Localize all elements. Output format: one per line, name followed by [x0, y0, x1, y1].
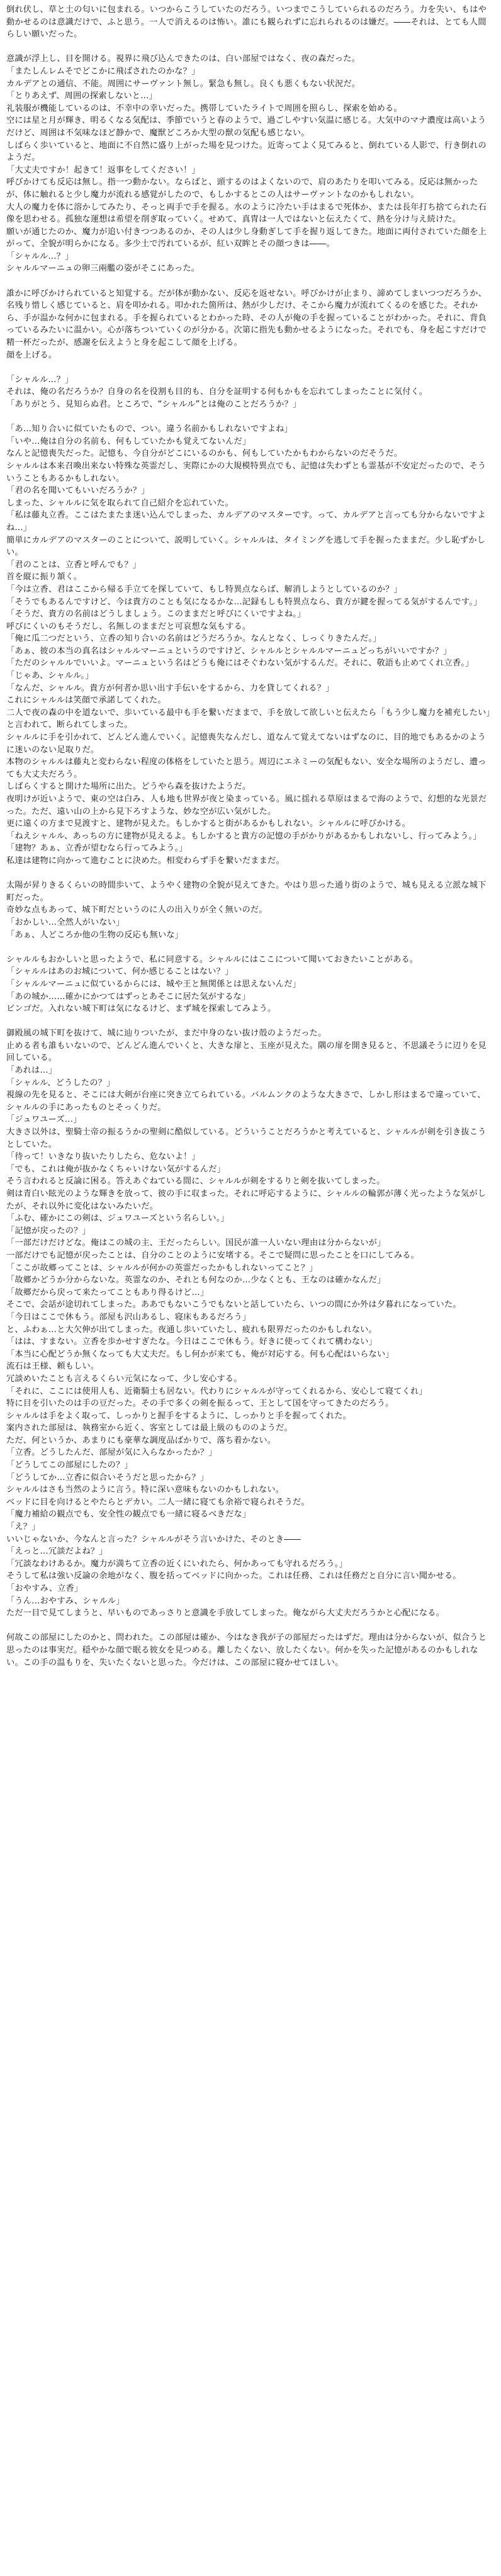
story-paragraph: 意識が浮上し、目を開ける。視界に飛び込んできたのは、白い部屋ではなく、夜の森だった。 「またしんレムそでどこかに飛ばされたのかな？」 カルデアとの通信、不能。周囲にサーヴァント無し。緊急も無し。良くも悪くもない状況だ。 「とりあえず、周囲の探索しないと…」 礼装服が機能しているのは、不幸中の幸いだった。携帯していたライトで周囲を照らし、探索を始める。 空には星と月が輝き、明るくなる気配は、季節でいうと春のようで、過ごしやすい気温に感じる。大気中のマナ濃度は高いようだけど、周囲は不気味なほど静かで、魔獣どころか大型の獣の気配も感じない。 しばらく歩いていると、地面に不自然に盛り上がった場を見つけた。近寄ってよく見てみると、倒れている人影で、行き倒れのようだ。 「大丈夫ですか！起きて！返事をしてください！」 呼びかけても反応は無し。指一つ動かない。ならばと、頭するのはよくないので、肩のあたりを叩いてみる。反応は無かったが、体に触れると少し魔力が流れる感覚がしたので、もしかするとこの人はサーヴァントなのかもしれない。 大人の魔力を体に溶かしてみたり、そっと両手で手を握る。水のように冷たい手はまるで死体か、または長年打ち捨てられた石像を思わせる。孤独な運想は希望を削ぎ取っていく。せめて、真冑は一人ではないと伝えたくて、熱を分け与え続けた。 願いが通じたのか、魔力が追い付きつつあるのか、その人は少し身動ぎして手を握り返してきた。地面に両付されていた顔を上がって、全貌が明らかになる。多少土で汚れているが、紅い双眸とその顔つきは――。 「シャルル…？」 シャルルマーニュの卵三兩艦の姿がそこにあった。 [6, 54, 487, 274]
story-paragraph: 誰かに呼びかけられていると知覚する。だが体が動かない、反応を返せない。呼びかけが止まり、諦めてしまいつつだろうか、名残り惜しく感じていると、肩を叩かれる。叩かれた箇所は、熱が少しだけ、そこから魔力が流れてくるのを感じた。それから、手が温かな何かに包まれる。手を握られているとわかった時、その人が俺の手を握っていることがわかった。それに、背負っているみたいに温かい。心が落ちついていくのが分かる。次第に指先も動かせるようになった。それでも、身を起こすだけで精一杯だったが、感謝を伝えようと身を起こして顔を上げる。 顔を上げる。 [6, 288, 487, 360]
story-paragraph: 「あ…知り合いに似ていたもので、つい。違う名前かもしれないですよね」 「いや…俺は自分の名前も、何もしていたかも覚えてないんだ」 なんと記憶喪失だった。記憶も、今自分がどこにいるのかも、何もしていたかもわからないのだそうだ。 シャルルは本来召喚出来ない特殊な英霊だし、実際にかの大規模特異点でも、記憶は失わずとも霊基が不安定だったので、そういうこともあるかもしれない。 「君の名を聞いてもいいだろうか？」 しまった、シャルルに気を取られて自己紹介を忘れていた。 「私は藤丸立香。ここはたまたま迷い込んでしまった、カルデアのマスターです。って、カルデアと言っても分からないですよね…」 簡単にカルデアのマスターのことについて、説明していく。シャルルは、タイミングを逃して手を握ったままだ。少し恥ずかしい。 「君のことは、立香と呼んでも？」 首を縦に振り頷く。 「今は立香、君はここから帰る手立てを探していて、もし特異点ならば、解消しようとしているのか？」 「そうでもあるんですけど、今は貴方のことも気になるかな…記録もしも特異点なら、貴方が鍵を握ってる気がするんです。」 「そうだ、貴方の名前はどうしましょう。このままだと呼びにくいですよね。」 呼びにくいのもそうだし、名無しのままだと可哀想な気もする。 「俺に瓜二つだという、立香の知り合いの名前はどうだろうか。なんとなく、しっくりきたんだ。」 「あぁ、彼の本当の真名はシャルルマーニュというのですけど、シャルルとシャルルマーニュどっちがいいですか？」 「ただのシャルルでいいよ。マーニュという名はどうも俺にはそぐわない気がするんだ。それに、敬語も止めてくれ立香。」 「じゃあ、シャルル。」 「なんだ、シャルル。貴方が何者か思い出す手伝いをするから、力を貸してくれる？」 これにシャルルは笑顔で承諾してくれた。 二人で夜の森の中を道ないで、歩いている最中も手を繋いだままで、手を放して欲しいと伝えたら「もう少し魔力を補充したい」と言われて、断られてしまった。 シャルルに手を引かれて、どんどん進んでいく。記憶喪失なんだし、道なんて覚えてないはずなのに、目的地でもあるかのように迷いのない足取りだ。 本物のシャルルは藤丸と変わらない程度の体格をしていたと思う。周辺にエネミーの気配もない、安全な場所のようだし、遭っても大丈夫だろう。 しばらくすると開けた場所に出た。どうやら森を抜けたようだ。 夜明けが近いようで、東の空は白み、人も地も世界が夜と染まっている。風に揺れる草原はまるで海のようで、幻想的な光景だった。ただ、遠い山の上から見下ろすような、妙な空が広い気がした。 更に遠くの方まで見渡すと、建物が見えた。もしかすると街があるかもしれない。シャルルに呼びかける。 「ねえシャルル、あっちの方に建物が見えるよ。もしかすると貴方の記憶の手がかりがあるかもしれないし、行ってみよう。」 「建物？あぁ、立香が望むなら行ってみよう。」 私達は建物に向かって進むことに決めた。相変わらず手を繋いだままだ。 [6, 424, 491, 866]
story-paragraph: 何故この部屋にしたのかと、問われた。この部屋は確か、今はなき我が子の部屋だったはずだ。理由は分からないが、似合うと思ったのは事実だ。穏やかな顔で眠る彼女を見つめる。離したくない、放したくない。何かを失った記憶があるのかもしれない。この手の温もりを、失いたくないと思った。今だけは、この部屋に寝かせてほしい。 [6, 1633, 487, 1668]
story-paragraph: 「シャルル…？」 それは、俺の名だろうか？自身の名を役割も目的も、自分を証明する何もかもを忘れてしまったことに気付く。 「ありがとう、見知らぬ君。ところで、“シャルル”とは俺のことだろうか？」 [6, 375, 428, 409]
story-paragraph: 太陽が昇りきるくらいの時間歩いて、ようやく建物の全貌が見えてきた。やはり思った通り街のようで、城も見える立派な城下町だった。 奇妙な点もあって、城下町だというのに人の出入りが全く無いのだ。 「おかしい…全然人がいない」 「あぁ、人どころか他の生物の反応も無いな」 [6, 881, 487, 940]
story-paragraph: シャルルもおかしいと思ったようで、私に同意する。シャルルにはここについて聞いておきたいことがある。 「シャルルはあのお城について、何か感じることはない？」 「シャルルマーニュに似ているからには、城や王と無関係とは思えないんだ」 「あの城か……確かにかつてはずっとあそこに居た気がするな」 ビンゴだ。入れない城下町は気になるけど、まず城を探索してみよう。 [6, 954, 419, 1014]
story-paragraph: 御殿風の城下町を抜けて、城に辿りついたが、まだ中身のない抜け殻のようだった。 止める者も誰もいないので、どんどん進んでいくと、大きな扉と、玉座が見えた。隅の扉を開き見ると、不思議そうに辺りを見回している。 「あれは…」 「シャルル、どうしたの？」 視線の先を見ると、そこには大剣が台座に突き立てられている。バルムンクのような大きさで、しかし形はまるで違っていて、シャルルの手にあったものとそっくりだ。 「ジュワユーズ…」 大きさ以外は、聖騎士帝の振るうかの聖剣に酷似している。どういうことだろうかと考えていると、シャルルが剣を引き抜こうとしていた。 「待って！いきなり抜いたりしたら、危ないよ！」 「でも、これは俺が抜かなくちゃいけない気がするんだ」 そう言われると反論に困る。答えあぐねている間に、シャルルが剣をするりと剣を抜いてしまった。 剣は青白い眩光のような輝きを放って、彼の手に収まった。それに呼応するように、シャルルの輪郭が薄く光ったような気がしたが、それ以外に変化はないみたいだ。 「ふむ、確かにこの剣は、ジュワユーズという名らしい。」 「記憶が戻ったの？」 「一部だけだけどな。俺はこの城の主、王だったらしい。国民が誰一人いない理由は分からないが」 一部だけでも記憶が戻ったことは、自分のことのように安堵する。そこで疑問に思ったことを口にしてみる。 「ここが故郷ってことは、シャルルが何かの英霊だったかもしれないってこと？」 「故郷かどうか分からないな。英霊なのか、それとも何なのか…少なくとも、王なのは確かなんだ」 「故郷だから戻って来たってこともあり得るけど…」 そこで、会話が途切れてしまった。ああでもないこうでもないと話していたら、いつの間にか外は夕暮れになっていた。 「今日はここで休もう。部屋も沢山あるし、寝床もあるだろう」 と、ふわぁ…と大欠伸が出てしまった。夜通し歩いていたし、疲れも限界だったのかもしれない。 「はは、すまない。立香を歩かせすぎたな。今日はここで休もう。好きに使ってくれて構わない」 「本当に心配どうか無くなっても大丈夫だ。もし何かが来ても、俺が対応する。何も心配はいらない」 流石は王様、頼もしい。 冗談めいたことも言えるくらい元気になって、少し安心する。 「それに、ここには使用人も、近衛騎士も居ない。代わりにシャルルが守ってくれるから、安心して寝てくれ」 特に目を引いたのは手の豆だった。その手で多くの剣を振るって、王として国を守ってきたのだろう。 シャルルは手をよく取って、しっかりと握手をするように、しっかりと手を握ってくれた。 案内された部屋は、執務室から近く、客室としては最上級のもののようだ。 ただ、何というか、あまりにも豪華な調度品ばかりで、落ち着かない。 「立香。どうしたんだ、部屋が気に入らなかったか？」 「どうしてこの部屋にしたの？」 「どうしてか…立香に似合いそうだと思ったから？」 シャルルはさも当然のように言う。特に深い意味もないのかもしれない。 ベッドに目を向けるとやたらとデカい。二人一緒に寝ても余裕で寝られそうだ。 「魔力補給の観点でも、安全性の観点でも一緒に寝るべきだな」 「え？」 いいじゃないか、今なんと言った？シャルルがそう言いかけた、そのとき―― 「えっと…冗談だよね？」 「冗談なわけあるか。魔力が満ちて立香の近くにいれたら、何かあっても守れるだろう。」 そうして私は強い反論の余地がなく、腹を括ってベッドに向かった。これは任務、これは任務だと自分に言い聞かせる。 「おやすみ、立香」 「うん…おやすみ、シャルル」 ただ一目で見てしまうと、早いものであっさりと意識を手放してしまった。俺ながら大丈夫だろうかと心配になる。 [6, 1029, 487, 1618]
story-paragraph: 倒れ伏し、草と土の匂いに包まれる。いつからこうしていたのだろう。いつまでこうしていられるのだろう。力を失い、もはや動かせるのは意識だけで、ふと思う。一人で消えるのは怖い。誰にも観られずに忘れられるのは嫌だ。――それは、とても人間らしい願いだった。 [6, 5, 487, 40]
